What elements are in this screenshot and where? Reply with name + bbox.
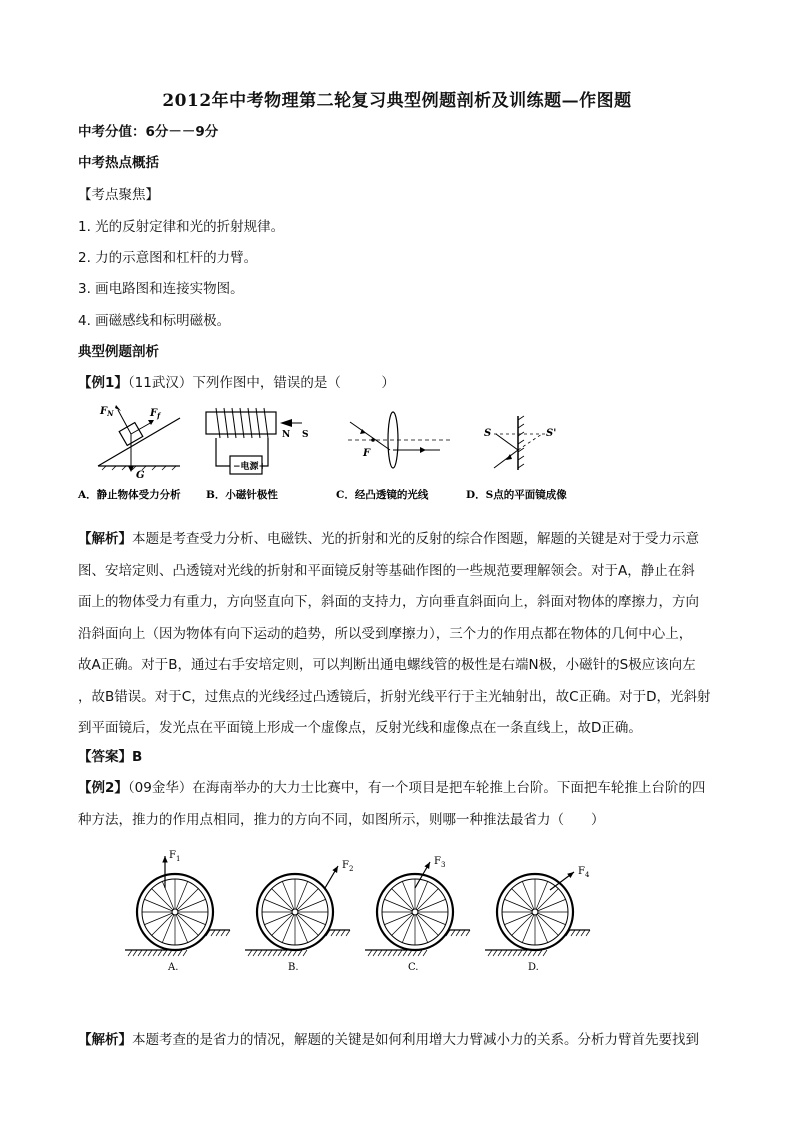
- analysis-line: ，故B错误。对于C，过焦点的光线经过凸透镜后，折射光线平行于主光轴射出，故C正确。对于D，光斜射: [78, 688, 711, 705]
- page-title: 2012年中考物理第二轮复习典型例题剖析及训练题—作图题: [162, 91, 632, 111]
- label-s-image: S': [546, 428, 557, 439]
- focus-item-1: 1. 光的反射定律和光的折射规律。: [78, 219, 285, 235]
- force-label-2: $F_2$: [342, 860, 354, 873]
- focus-item-3: 3. 画电路图和连接实物图。: [78, 281, 244, 297]
- label-focus: F: [363, 448, 371, 459]
- force-label-3: $F_3$: [434, 856, 446, 869]
- caption-d: D．S点的平面镜成像: [466, 489, 567, 501]
- figure-c-lens: [348, 412, 450, 468]
- example2-figure: [120, 848, 620, 973]
- label-g: G: [136, 470, 145, 481]
- label-s-point: S: [484, 428, 492, 439]
- analysis-line: 到平面镜后，发光点在平面镜上形成一个虚像点，反射光线和虚像点在一条直线上，故D正确。: [78, 720, 642, 736]
- wheel-caption-1: A.: [168, 962, 179, 973]
- wheel-caption-4: D.: [528, 962, 539, 973]
- hotspot-heading: 中考热点概括: [78, 155, 159, 171]
- example1-figure: [70, 398, 590, 506]
- label-ff: $F_f$: [150, 408, 161, 420]
- question-line: 种方法，推力的作用点相同，推力的方向不同，如图所示，则哪一种推法最省力（ ）: [78, 811, 605, 828]
- analysis-line: 面上的物体受力有重力，方向竖直向下，斜面的支持力，方向垂直斜面向上，斜面对物体的摩擦力，方向: [78, 594, 699, 610]
- wheel-diagram-2: [245, 860, 353, 973]
- example1-question: [78, 373, 395, 393]
- examples-heading: 典型例题剖析: [78, 344, 159, 360]
- example1-analysis: [78, 524, 718, 745]
- label-n: N: [282, 430, 291, 440]
- caption-c: C．经凸透镜的光线: [336, 489, 429, 501]
- example2-analysis-label: 【解析】: [78, 1032, 132, 1048]
- figure-d-mirror: [494, 416, 546, 470]
- wheel-diagram-1: [125, 850, 230, 973]
- question-line: （09金华）在海南举办的大力士比赛中，有一个项目是把车轮推上台阶。下面把车轮推上台阶的四: [127, 780, 706, 796]
- score-line: 中考分值：6分－－9分: [78, 124, 219, 140]
- label-power: −电源+: [233, 462, 267, 472]
- analysis-line: 沿斜面向上（因为物体有向下运动的趋势，所以受到摩擦力），三个力的作用点都在物体的几何中心上，: [78, 625, 693, 642]
- wheel-caption-2: B.: [288, 962, 299, 973]
- focus-item-4: 4. 画磁感线和标明磁极。: [78, 313, 231, 329]
- example1-answer: [78, 747, 142, 767]
- example2-label: 【例2】: [78, 780, 128, 796]
- analysis-line: 图、安培定则、凸透镜对光线的折射和平面镜反射等基础作图的一些规范要理解领会。对于A，静止在斜: [78, 562, 695, 579]
- wheel-diagram-4: [485, 866, 590, 973]
- example2-question: [78, 773, 718, 836]
- analysis-line: 本题考查的是省力的情况，解题的关键是如何利用增大力臂减小力的关系。分析力臂首先要找到: [132, 1032, 699, 1048]
- example1-question-text: （11武汉）下列作图中，错误的是（ ）: [127, 375, 395, 391]
- example1-analysis-label: 【解析】: [78, 531, 132, 547]
- focus-heading: 【考点聚焦】: [78, 187, 159, 203]
- analysis-line: 本题是考查受力分析、电磁铁、光的折射和光的反射的综合作图题，解题的关键是对于受力示意: [132, 531, 699, 547]
- focus-item-2: 2. 力的示意图和杠杆的力臂。: [78, 250, 258, 266]
- caption-a: A．静止物体受力分析: [78, 489, 181, 501]
- label-fn: $F_N$: [100, 406, 114, 418]
- force-label-1: $F_1$: [169, 850, 181, 863]
- example1-label: 【例1】: [78, 375, 128, 391]
- wheel-diagram-3: [365, 856, 470, 973]
- label-s: S: [302, 430, 309, 440]
- caption-b: B．小磁针极性: [206, 489, 278, 501]
- force-label-4: $F_4$: [578, 866, 590, 879]
- analysis-line: 故A正确。对于B，通过右手安培定则，可以判断出通电螺线管的极性是右端N极，小磁针的S极应该向左: [78, 657, 696, 673]
- example2-analysis: [78, 1025, 718, 1057]
- answer-value: B: [132, 749, 143, 765]
- answer-label: 【答案】: [78, 749, 132, 765]
- wheel-caption-3: C.: [408, 962, 419, 973]
